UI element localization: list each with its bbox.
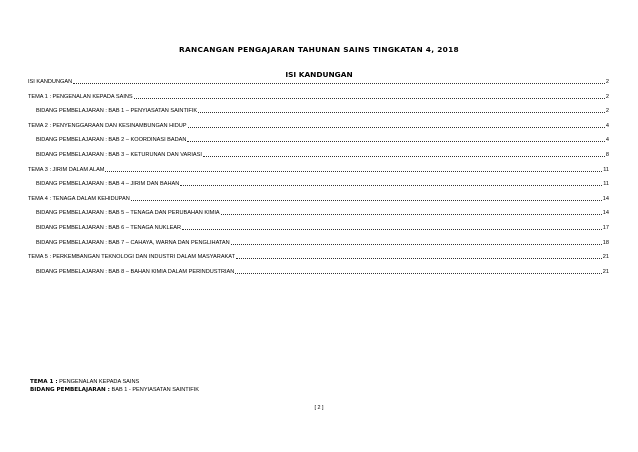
toc-dot-leader [198, 112, 605, 113]
toc-dot-leader [188, 127, 605, 128]
toc-dot-leader [73, 83, 605, 84]
toc-dot-leader [187, 141, 604, 142]
toc-dot-leader [105, 171, 602, 172]
toc-page-number: 2 [605, 93, 609, 100]
toc-entry-label: TEMA 1 : PENGENALAN KEPADA SAINS [28, 93, 133, 100]
toc-entry-label: BIDANG PEMBELAJARAN : BAB 7 – CAHAYA, WARNA DAN PENGLIHATAN [36, 239, 230, 246]
toc-entry-label: BIDANG PEMBELAJARAN : BAB 2 – KOORDINASI BADAN [36, 137, 187, 144]
toc-page-number: 18 [602, 239, 609, 246]
toc-dot-leader [203, 156, 605, 157]
toc-dot-leader [182, 229, 602, 230]
tema-line [30, 378, 199, 386]
tema-label: TEMA 1 : [30, 379, 58, 385]
toc-page-number: 2 [605, 79, 609, 85]
toc-heading: ISI KANDUNGAN [285, 70, 353, 79]
toc-entry-label: BIDANG PEMBELAJARAN : BAB 6 – TENAGA NUKLEAR [36, 225, 182, 231]
bidang-line [30, 386, 199, 394]
toc-entry-label: BIDANG PEMBELAJARAN : BAB 5 – TENAGA DAN PERUBAHAN KIMIA [36, 210, 220, 217]
toc-page-number: 11 [603, 166, 609, 173]
toc-subentry[interactable] [28, 149, 609, 159]
toc-entry-label: TEMA 3 : JIRIM DALAM ALAM [28, 166, 105, 173]
toc-entry-label: BIDANG PEMBELAJARAN : BAB 4 – JIRIM DAN BAHAN [36, 181, 180, 188]
toc-page-number: 17 [602, 225, 609, 231]
toc-page-number: 8 [605, 152, 609, 158]
toc-entry[interactable] [28, 251, 609, 261]
section-header [30, 378, 199, 394]
toc-dot-leader [231, 244, 602, 245]
toc-entry-label: BIDANG PEMBELAJARAN : BAB 8 – BAHAN KIMIA DALAM PERINDUSTRIAN [36, 268, 235, 275]
toc-entry[interactable] [28, 193, 609, 203]
bidang-value: BAB 1 - PENYIASATAN SAINTIFIK [111, 387, 199, 393]
bidang-label: BIDANG PEMBELAJARAN : [30, 387, 110, 393]
toc-subentry[interactable] [28, 222, 609, 232]
toc-page-number: 21 [602, 268, 609, 275]
toc-dot-leader [235, 273, 601, 274]
toc-page-number: 21 [602, 254, 609, 261]
toc-subentry[interactable] [28, 207, 609, 217]
toc-entry-label: TEMA 2 : PENYENGGARAAN DAN KESINAMBUNGAN HIDUP [28, 122, 187, 129]
toc-dot-leader [131, 200, 602, 201]
tema-value: PENGENALAN KEPADA SAINS [59, 379, 140, 385]
page-number: [ 2 ] [314, 405, 324, 411]
toc-subentry[interactable] [28, 237, 609, 247]
toc-entry-label: TEMA 5 : PERKEMBANGAN TEKNOLOGI DAN INDUSTRI DALAM MASYARAKAT [28, 254, 236, 261]
toc-subentry[interactable] [28, 105, 609, 115]
toc-dot-leader [221, 214, 602, 215]
toc-subentry[interactable] [28, 266, 609, 276]
toc-entry[interactable] [28, 91, 609, 101]
toc-page-number: 11 [603, 181, 609, 188]
toc-entry-label: BIDANG PEMBELAJARAN : BAB 3 – KETURUNAN DAN VARIASI [36, 152, 202, 158]
toc-subentry[interactable] [28, 134, 609, 144]
toc-dot-leader [134, 98, 605, 99]
toc-entry-label: ISI KANDUNGAN [28, 79, 73, 85]
toc-dot-leader [180, 185, 602, 186]
toc-entry-label: TEMA 4 : TENAGA DALAM KEHIDUPAN [28, 195, 130, 202]
document-title: RANCANGAN PENGAJARAN TAHUNAN SAINS TINGKATAN 4, 2018 [178, 45, 459, 54]
toc-entry-label: BIDANG PEMBELAJARAN : BAB 1 – PENYIASATAN SAINTIFIK [36, 108, 198, 115]
toc-page-number: 2 [605, 108, 609, 115]
toc-page-number: 14 [602, 210, 609, 217]
toc-page-number: 4 [605, 137, 609, 144]
toc-page-number: 4 [605, 122, 609, 129]
toc-subentry[interactable] [28, 178, 609, 188]
toc-dot-leader [236, 258, 602, 259]
toc-entry[interactable] [28, 164, 609, 174]
toc-page-number: 14 [602, 195, 609, 202]
toc-entry[interactable] [28, 120, 609, 130]
toc-entry[interactable] [28, 76, 609, 86]
